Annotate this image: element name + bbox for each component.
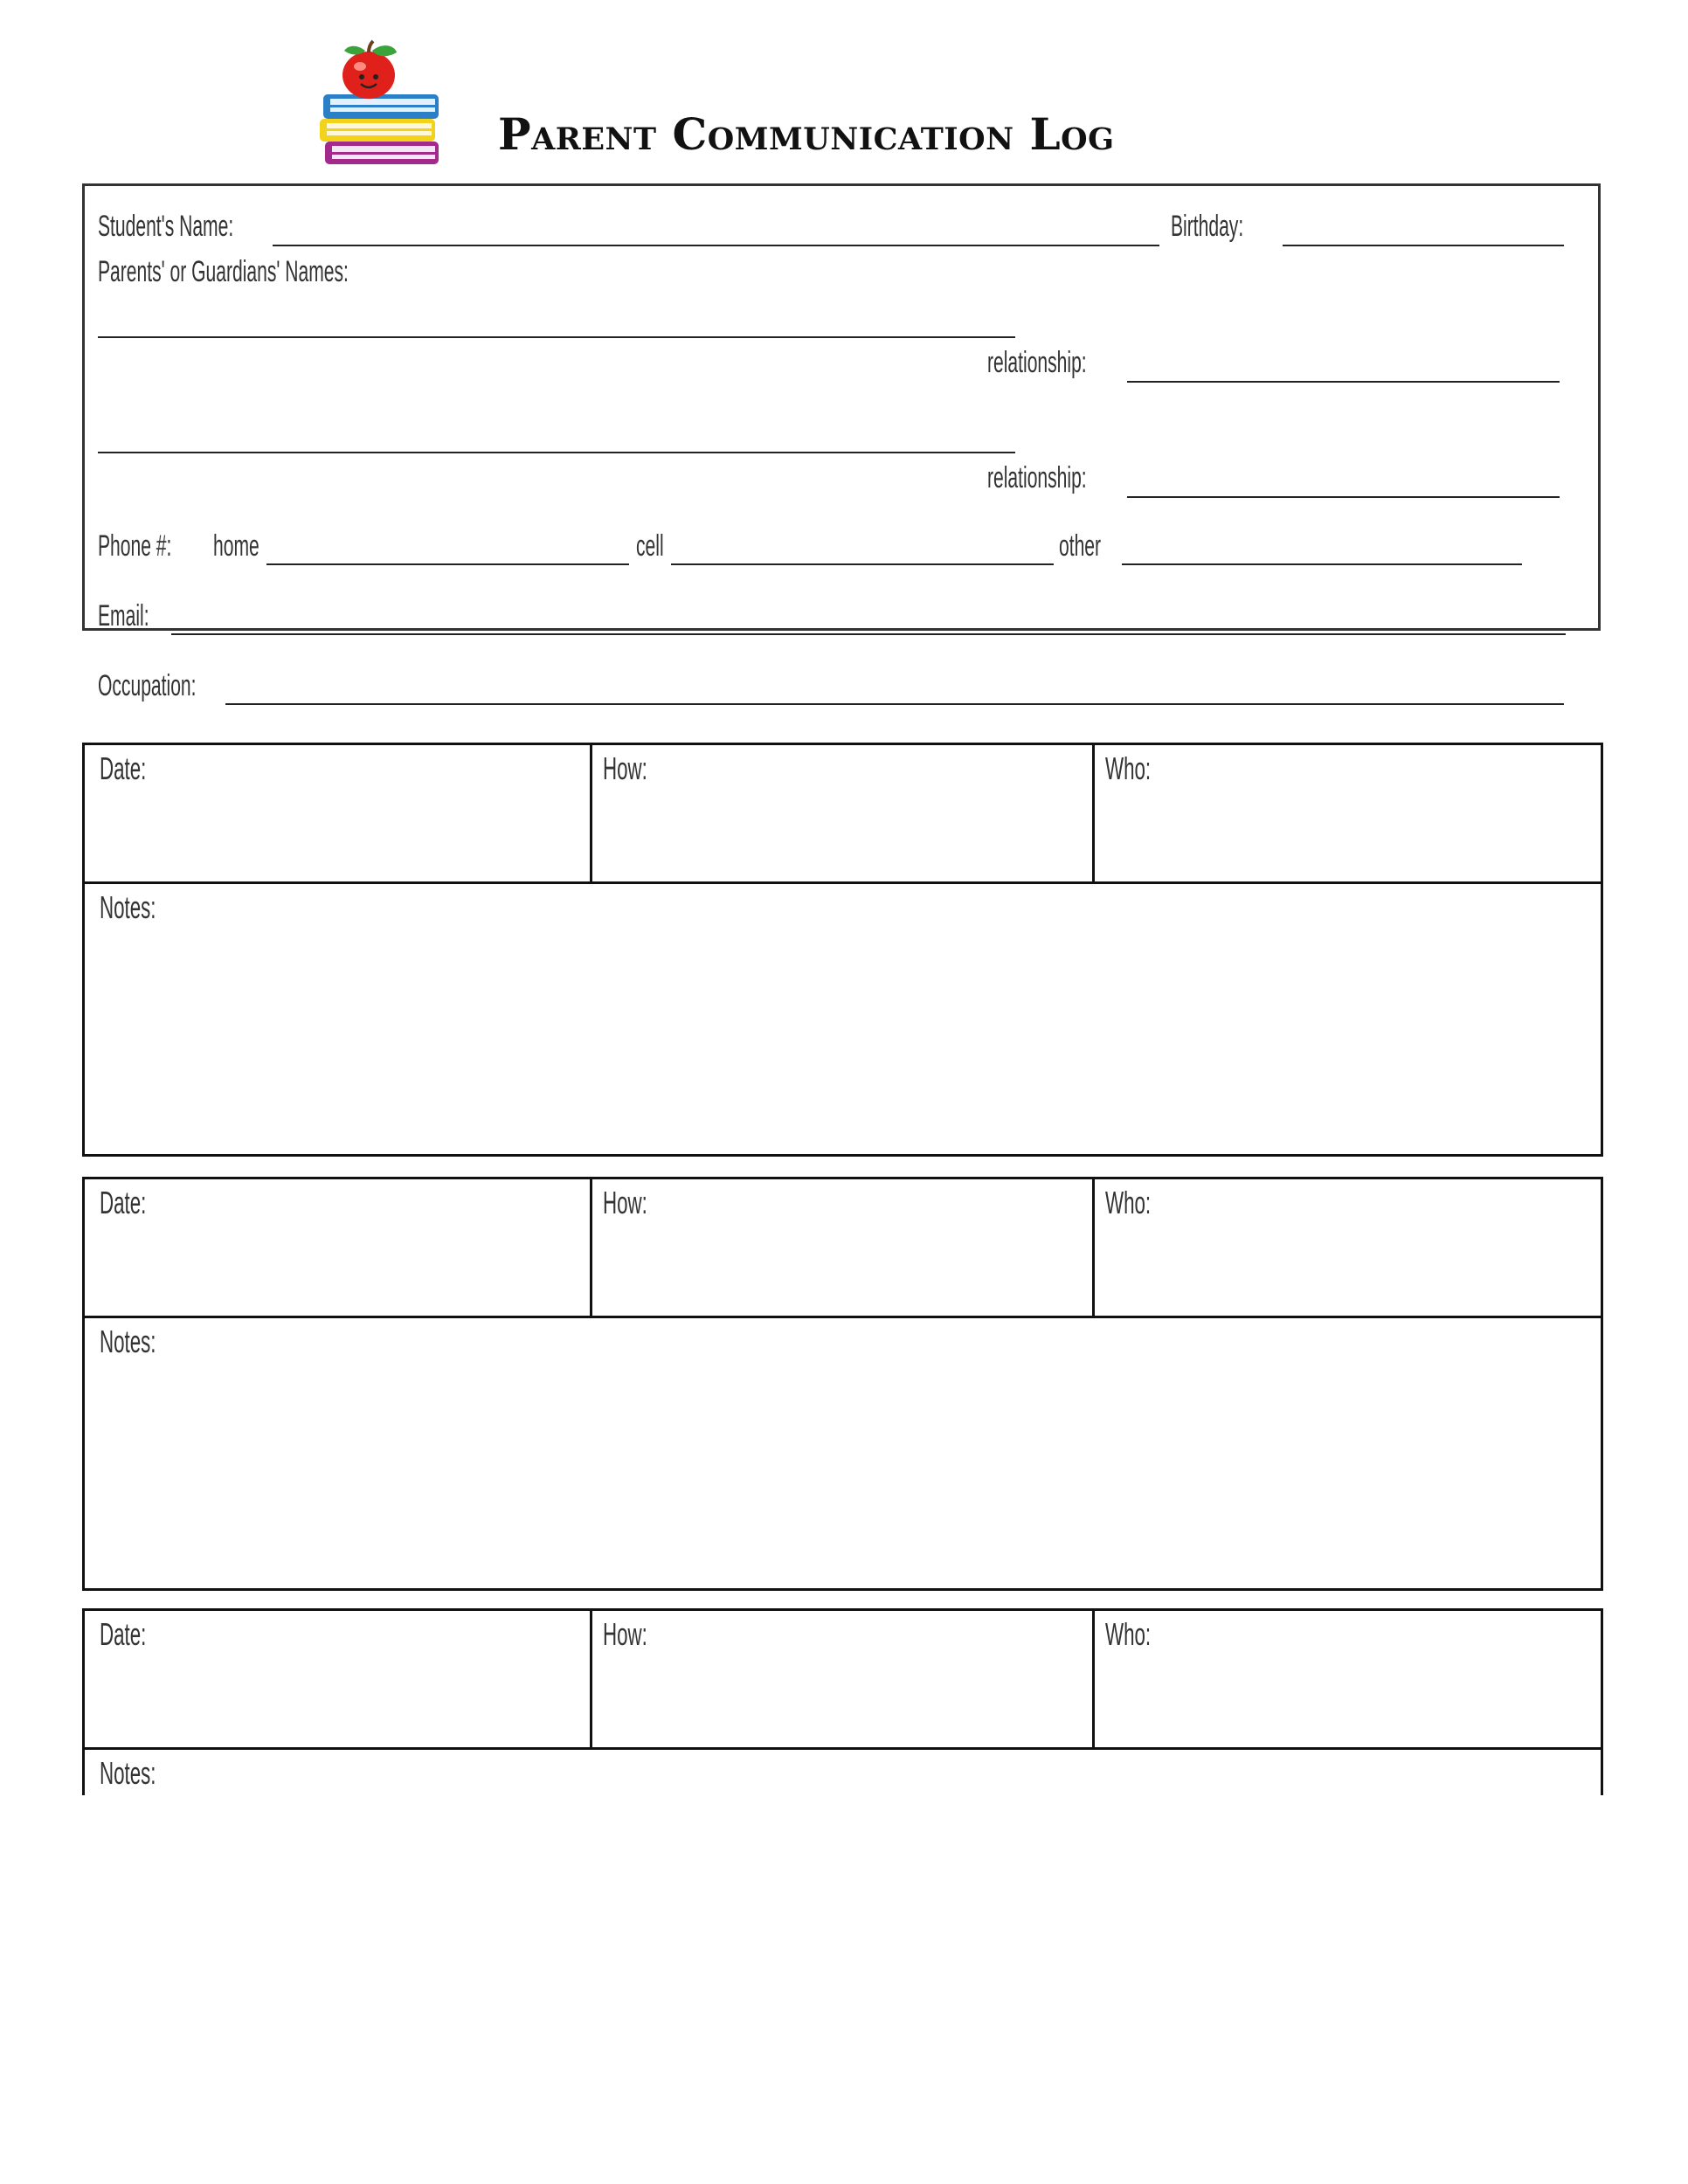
other-phone-field[interactable] [1122,563,1522,565]
notes-label: Notes: [100,889,156,925]
parents-label: Parents' or Guardians' Names: [98,255,349,288]
student-name-label: Student's Name: [98,210,234,243]
who-label: Who: [1105,1616,1152,1652]
notes-label: Notes: [100,1755,156,1791]
column-divider [1092,1179,1095,1316]
relationship-field-2[interactable] [1127,496,1560,498]
notes-label: Notes: [100,1324,156,1359]
student-name-field[interactable] [273,245,1159,246]
cell-phone-label: cell [636,529,664,563]
log-entry-header [82,743,1603,884]
parent-name-field-1[interactable] [98,336,1015,338]
who-label: Who: [1105,1185,1152,1220]
log-entry-notes[interactable] [82,1750,1603,1795]
occupation-label: Occupation: [98,669,197,702]
how-label: How: [603,1185,647,1220]
occupation-field[interactable] [225,703,1564,705]
who-label: Who: [1105,750,1152,786]
column-divider [590,745,592,881]
log-entry-header [82,1608,1603,1750]
cell-phone-field[interactable] [671,563,1054,565]
other-phone-label: other [1059,529,1102,563]
parent-name-field-2[interactable] [98,452,1015,453]
home-phone-label: home [213,529,259,563]
column-divider [590,1611,592,1747]
page-title: Parent Communication Log [498,108,1115,160]
how-label: How: [603,1616,647,1652]
relationship-label-2: relationship: [987,461,1087,494]
date-label: Date: [100,1185,147,1220]
email-field[interactable] [171,633,1566,635]
log-entry-notes[interactable] [82,1318,1603,1591]
birthday-label: Birthday: [1171,210,1244,243]
column-divider [1092,1611,1095,1747]
birthday-field[interactable] [1283,245,1564,246]
date-label: Date: [100,750,147,786]
date-label: Date: [100,1616,147,1652]
phone-label: Phone #: [98,529,172,563]
column-divider [590,1179,592,1316]
log-entry-header [82,1177,1603,1318]
column-divider [1092,745,1095,881]
relationship-field-1[interactable] [1127,381,1560,383]
how-label: How: [603,750,647,786]
log-entry-notes[interactable] [82,884,1603,1157]
apple-on-books-icon [315,38,446,171]
relationship-label-1: relationship: [987,346,1087,379]
home-phone-field[interactable] [266,563,629,565]
email-label: Email: [98,599,149,632]
